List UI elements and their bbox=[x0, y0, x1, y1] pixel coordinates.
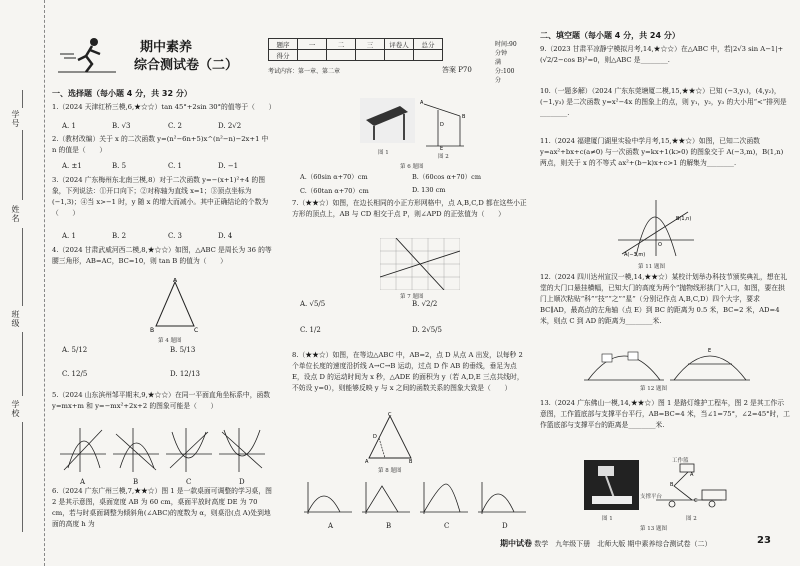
score-header-cell: 总分 bbox=[414, 39, 443, 50]
svg-text:D: D bbox=[373, 434, 377, 440]
svg-text:C: C bbox=[694, 498, 698, 504]
q6-option-d: D. 130 cm bbox=[412, 186, 446, 194]
score-cell[interactable] bbox=[327, 50, 356, 61]
time-info bbox=[495, 40, 520, 85]
page-number: 23 bbox=[757, 535, 771, 546]
question-4: 4.（2024 甘肃武威河西二模,8,★☆☆）如图，△ABC 是周长为 36 的等腰三角形，AB=AC，BC=10，则 tan B 的值为（ ） bbox=[52, 246, 272, 265]
q5-option-c: C bbox=[186, 478, 192, 486]
q12-arch-figure bbox=[584, 342, 754, 382]
q7-caption: 第 7 题图 bbox=[400, 294, 424, 300]
time-text: 时间:90分钟 bbox=[495, 41, 517, 57]
question-1: 1.（2024 天津红桥三模,6,★☆☆）tan 45°+2sin 30°的值等于（ ） bbox=[52, 103, 276, 111]
section-fill-title: 二、填空题（每小题 4 分，共 24 分） bbox=[540, 31, 680, 40]
q7-option-b: B. √2/2 bbox=[412, 300, 438, 308]
page-footer bbox=[500, 538, 711, 549]
q8-caption: 第 8 题图 bbox=[378, 468, 402, 474]
q6-option-b: B.（60cos α+70）cm bbox=[412, 173, 481, 181]
q3-option-d: D. 4 bbox=[218, 232, 233, 240]
question-12: 12.（2024 四川达州宣汉一模,14,★★☆）某校计划举办科技节颁奖典礼，想在礼堂的大门口悬挂横幅，已知大门的高度为两个“抛物线形拱门”入口，如图，要在拱门上顺次粘贴“科”“技”“之”“星”（分别记作点 A,B,C,D）四个大字，要求 BC∥AD，最高点的左角轴（点 E）到 BC 的距离为 0.5 米，BC=2 米，AD=4 米，则点 C 到 AD 的距离为________米. bbox=[540, 273, 788, 325]
q7-option-c: C. 1/2 bbox=[300, 326, 321, 334]
q5-graph-options bbox=[58, 424, 268, 476]
svg-text:D: D bbox=[440, 122, 444, 128]
q6-caption: 第 6 题图 bbox=[400, 164, 424, 170]
q7-option-d: D. 2√5/5 bbox=[412, 326, 442, 334]
svg-text:B: B bbox=[462, 114, 466, 120]
svg-text:A(−3,m): A(−3,m) bbox=[624, 252, 646, 258]
question-13: 13.（2024 广东佛山一模,14,★★☆）图 1 是路灯维护工程车，图 2 是其工作示意图，工作篮底部与支撑平台平行，AB=BC=4 米，当∠1=75°，∠2=45°时，工作篮底部与支撑平台的距离是________米. bbox=[540, 399, 790, 429]
q13-basket-label: 工作篮 bbox=[672, 458, 689, 464]
exam-header bbox=[50, 28, 520, 84]
q8-option-c: C bbox=[444, 522, 450, 530]
q11-caption: 第 11 题图 bbox=[638, 264, 665, 270]
svg-text:A: A bbox=[420, 100, 424, 106]
q6-desk-photo bbox=[360, 98, 415, 143]
score-cell[interactable] bbox=[356, 50, 385, 61]
q5-option-d: D bbox=[239, 478, 245, 486]
q6-option-c: C.（60tan α+70）cm bbox=[300, 187, 369, 195]
question-3: 3.（2024 广东梅州东北南三模,8）对于二次函数 y=−(x+1)²+4 的图象，下列说法：①开口向下；②对称轴为直线 x=1；③顶点坐标为(−1,3)；④当 x>−1 时，y 随 x 的增大而减小。其中正确结论的个数为（ ） bbox=[52, 176, 269, 217]
q3-option-a: A. 1 bbox=[62, 232, 76, 240]
q7-option-a: A. √5/5 bbox=[300, 300, 326, 308]
score-header-cell: 一 bbox=[298, 39, 327, 50]
q8-option-b: B bbox=[386, 522, 392, 530]
title-line1: 期中素养 bbox=[140, 40, 193, 55]
q4-option-c: C. 12/5 bbox=[62, 370, 88, 378]
footer-title: 期中素养综合测试卷（二） bbox=[627, 540, 712, 548]
q13-fig1-caption: 图 1 bbox=[602, 516, 613, 522]
svg-text:A: A bbox=[173, 278, 178, 284]
question-8: 8.（★★☆）如图，在等边△ABC 中，AB=2，点 D 从点 A 出发，以每秒 2 个单位长度的速度沿折线 A→C→B 运动，过点 D 作 AB 的垂线，垂足为点 E，设点 D 的运动时间为 x 秒，△ADE 的面积为 y（若 A,D,E 三点共线时，不妨设 y=0），则能够反映 y 与 x 之间的函数关系的图象大致是（ ） bbox=[292, 351, 524, 392]
binding-line bbox=[22, 332, 23, 396]
svg-text:E: E bbox=[440, 146, 444, 151]
name-label: 姓名 bbox=[11, 205, 20, 223]
q1-option-a: A. 1 bbox=[62, 122, 76, 130]
q3-option-c: C. 3 bbox=[168, 232, 183, 240]
score-cell[interactable] bbox=[385, 50, 414, 61]
svg-text:B: B bbox=[670, 482, 674, 488]
q13-truck-diagram bbox=[652, 456, 742, 512]
section-choice-title: 一、选择题（每小题 4 分，共 32 分） bbox=[52, 89, 192, 98]
q5-option-a: A bbox=[80, 478, 86, 486]
footer-brand: 期中试卷 bbox=[500, 539, 532, 548]
score-cell[interactable] bbox=[414, 50, 443, 61]
exam-scope: 考试内容：第一章、第二章 bbox=[268, 68, 341, 75]
q7-grid-figure bbox=[380, 238, 460, 290]
q8-option-d: D bbox=[502, 522, 508, 530]
q13-caption: 第 13 题图 bbox=[640, 526, 667, 532]
q3-option-b: B. 2 bbox=[112, 232, 127, 240]
q4-triangle-figure bbox=[150, 278, 200, 334]
svg-text:B: B bbox=[150, 327, 155, 334]
class-label: 班级 bbox=[11, 310, 20, 328]
q4-option-b: B. 5/13 bbox=[170, 346, 196, 354]
binding-strip bbox=[0, 0, 45, 566]
q4-caption: 第 4 题图 bbox=[158, 338, 182, 344]
q2-option-d: D. −1 bbox=[218, 162, 239, 170]
svg-text:A: A bbox=[690, 472, 694, 478]
q13-fig2-caption: 图 2 bbox=[686, 516, 697, 522]
q1-option-c: C. 2 bbox=[168, 122, 183, 130]
q1-option-b: B. √3 bbox=[112, 122, 131, 130]
answer-reference: 答案 P70 bbox=[442, 66, 472, 74]
q2-option-a: A. ±1 bbox=[62, 162, 82, 170]
binding-line bbox=[22, 130, 23, 200]
q1-option-d: D. 2√2 bbox=[218, 122, 242, 130]
binding-line bbox=[22, 422, 23, 532]
q2-option-b: B. 5 bbox=[112, 162, 127, 170]
footer-subject: 数学 九年级下册 北师大版 bbox=[534, 540, 626, 548]
q4-option-d: D. 12/13 bbox=[170, 370, 200, 378]
question-10: 10.（一题多解）（2024 广东东莞塘厦二模,15,★★☆）已知 (−3,y₁)，(4,y₂)，(−1,y₃) 是二次函数 y=x²−4x 的图象上的点，则 y₁，y₂，y₃ 的大小用“<”排列是________. bbox=[540, 87, 787, 117]
question-7: 7.（★★☆）如图，在边长相同的小正方形网格中，点 A,B,C,D 都在这些小正方形的顶点上，AB 与 CD 相交于点 P，则∠APD 的正弦值为（ ） bbox=[292, 199, 527, 218]
svg-text:C: C bbox=[388, 412, 392, 418]
q6-desk-diagram bbox=[420, 96, 470, 151]
full-score-text: 满分:100分 bbox=[495, 59, 515, 84]
question-9: 9.（2023 甘肃平凉静宁模拟月考,14,★☆☆）在△ABC 中，若|2√3 sin A−1|+(√2/2−cos B)²=0，则△ABC 是________. bbox=[540, 45, 784, 64]
q4-option-a: A. 5/12 bbox=[62, 346, 88, 354]
svg-text:A: A bbox=[365, 459, 369, 464]
score-header-cell: 题序 bbox=[269, 39, 298, 50]
q13-truck-photo bbox=[584, 460, 639, 510]
svg-text:B(1,n): B(1,n) bbox=[676, 216, 692, 222]
q12-caption: 第 12 题图 bbox=[640, 386, 667, 392]
q8-triangle-figure bbox=[365, 412, 415, 464]
school-label: 学校 bbox=[11, 400, 20, 418]
question-5: 5.（2024 山东滨州邹平期末,9,★☆☆）在同一平面直角坐标系中，函数 y=mx+m 和 y=−mx²+2x+2 的图象可能是（ ） bbox=[52, 391, 271, 410]
score-header-cell: 三 bbox=[356, 39, 385, 50]
score-row-label: 得分 bbox=[269, 50, 298, 61]
binding-line bbox=[22, 90, 23, 108]
score-cell[interactable] bbox=[298, 50, 327, 61]
q5-option-b: B bbox=[133, 478, 139, 486]
q6-fig1-caption: 图 1 bbox=[378, 150, 389, 156]
svg-text:B: B bbox=[409, 459, 413, 464]
q13-platform-label: 支撑平台 bbox=[640, 494, 663, 500]
score-table bbox=[268, 38, 443, 61]
student-no-label: 学号 bbox=[11, 110, 20, 128]
svg-text:E: E bbox=[708, 348, 712, 354]
q11-graph-figure bbox=[616, 198, 696, 258]
score-header-cell: 评卷人 bbox=[385, 39, 414, 50]
q6-fig2-caption: 图 2 bbox=[438, 154, 449, 160]
svg-text:O: O bbox=[658, 242, 662, 248]
svg-text:C: C bbox=[194, 327, 199, 334]
question-11: 11.（2024 福建厦门湖里实验中学月考,15,★★☆）如图，已知二次函数 y=ax²+bx+c(a≠0) 与一次函数 y=kx+1(k>0) 的图象交于 A(−3,m)，B(1,n) 两点，则关于 x 的不等式 ax²+(b−k)x+c>1 的解集为________. bbox=[540, 137, 784, 167]
title-line2: 综合测试卷（二） bbox=[134, 58, 239, 73]
q8-graph-options bbox=[300, 478, 530, 518]
binding-line bbox=[22, 228, 23, 306]
question-2: 2.（教材改编）关于 x 的二次函数 y=(n²−6n+5)x^(n²−n)−2x+1 中 n 的值是（ ） bbox=[52, 135, 269, 154]
runner-illustration-icon bbox=[56, 36, 126, 74]
score-header-cell: 二 bbox=[327, 39, 356, 50]
q8-option-a: A bbox=[328, 522, 334, 530]
q6-option-a: A.（60sin α+70）cm bbox=[300, 173, 368, 181]
q2-option-c: C. 1 bbox=[168, 162, 183, 170]
question-6: 6.（2024 广东广州三模,7,★★☆）图 1 是一款桌面可调整的学习桌，图 2 是其示意图，桌面宽度 AB 为 60 cm，桌面平放时高度 DE 为 70 cm，若与时桌面调整为倾斜角(∠ABC)的度数为 α，则桌沿(点 A)处到地面的高度 h 为 bbox=[52, 487, 272, 528]
